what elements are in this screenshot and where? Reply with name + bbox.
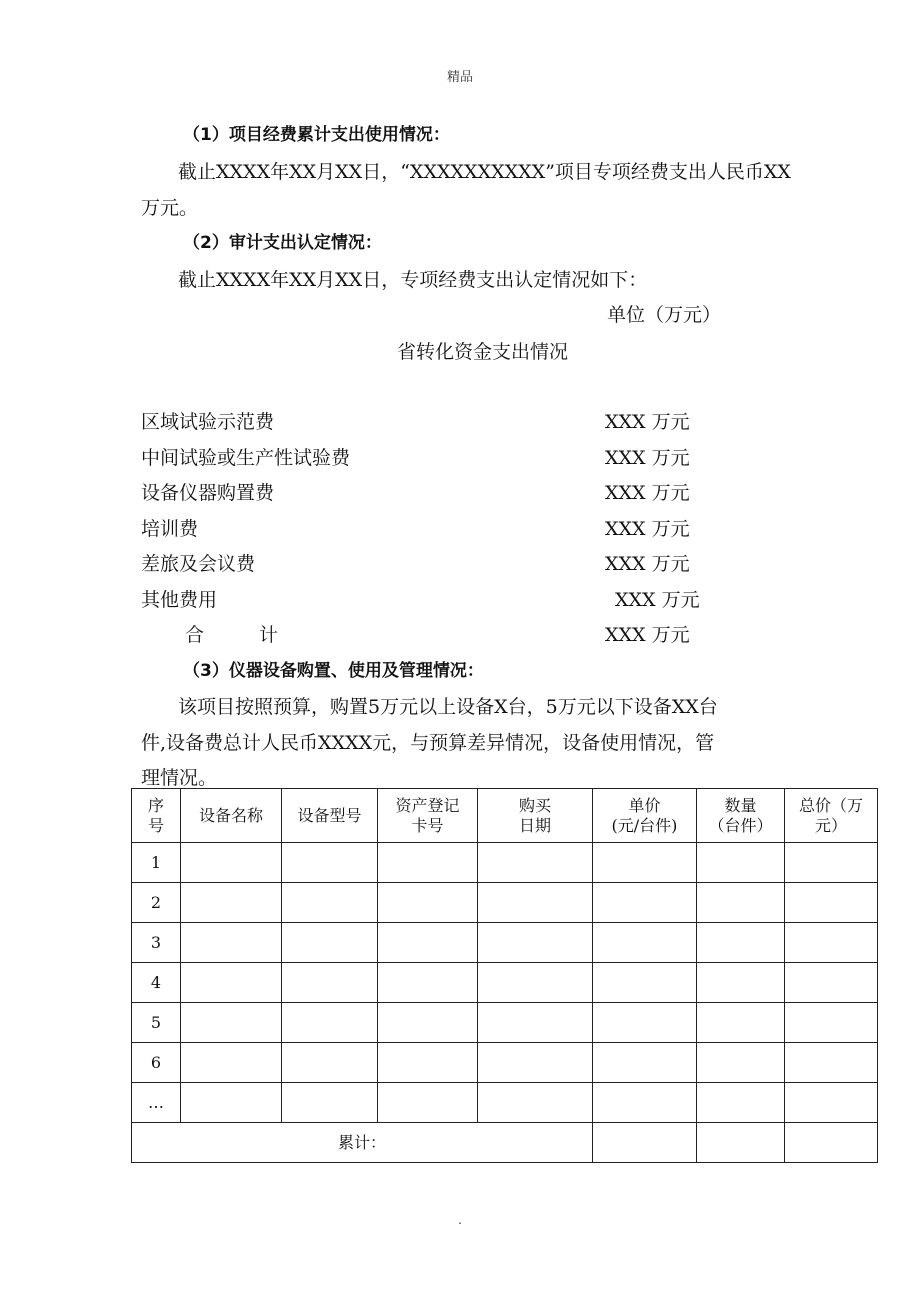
row-index: … — [132, 1083, 181, 1123]
section2-heading: （2）审计支出认定情况： — [183, 233, 382, 253]
expense-label: 其他费用 — [141, 589, 218, 611]
table-row — [132, 923, 878, 963]
table-total-row — [132, 1123, 878, 1163]
row-index: 2 — [132, 883, 181, 923]
section2-line1: 截止XXXX年XX月XX日，专项经费支出认定情况如下： — [178, 269, 648, 291]
col-header-quantity: 数量 （台件） — [697, 789, 785, 843]
expense-label: 差旅及会议费 — [141, 553, 256, 575]
row-index: 4 — [132, 963, 181, 1003]
row-index: 1 — [132, 843, 181, 883]
col-header-asset-card: 资产登记 卡号 — [378, 789, 478, 843]
expense-label: 培训费 — [141, 518, 199, 540]
section3-line2: 件,设备费总计人民币XXXX元，与预算差异情况，设备使用情况，管 — [141, 732, 715, 754]
col-header-unit-price: 单价 (元/台件) — [593, 789, 697, 843]
unit-label: 单位（万元） — [607, 304, 722, 326]
col-header-name: 设备名称 — [181, 789, 282, 843]
expense-value: XXX 万元 — [605, 482, 690, 504]
table-row — [132, 843, 878, 883]
table-row — [132, 1083, 878, 1123]
section1-line2: 万元。 — [141, 197, 199, 219]
expense-value: XXX 万元 — [605, 447, 690, 469]
row-index: 3 — [132, 923, 181, 963]
equipment-table — [131, 788, 878, 1163]
section1-heading: （1）项目经费累计支出使用情况： — [183, 125, 450, 145]
expense-value: XXX 万元 — [605, 411, 690, 433]
table-row — [132, 883, 878, 923]
col-header-index: 序 号 — [132, 789, 181, 843]
total-cell-label: 累计： — [132, 1123, 593, 1163]
col-header-model: 设备型号 — [282, 789, 378, 843]
expense-label: 设备仪器购置费 — [141, 482, 275, 504]
expense-caption: 省转化资金支出情况 — [397, 341, 569, 363]
table-header-row — [132, 789, 878, 843]
section3-line3: 理情况。 — [141, 767, 218, 789]
col-header-purchase-date: 购买 日期 — [478, 789, 593, 843]
expense-label: 中间试验或生产性试验费 — [141, 447, 351, 469]
total-value: XXX 万元 — [605, 624, 690, 646]
page-footer: . — [458, 1213, 462, 1227]
expense-label: 区域试验示范费 — [141, 411, 275, 433]
page-header: 精品 — [446, 70, 473, 85]
row-index: 6 — [132, 1043, 181, 1083]
section3-line1: 该项目按照预算，购置5万元以上设备X台，5万元以下设备XX台 — [178, 696, 718, 718]
col-header-total-price: 总价（万 元） — [785, 789, 878, 843]
expense-value: XXX 万元 — [615, 589, 700, 611]
row-index: 5 — [132, 1003, 181, 1043]
section3-heading: （3）仪器设备购置、使用及管理情况： — [183, 661, 484, 681]
expense-value: XXX 万元 — [605, 553, 690, 575]
table-row — [132, 1043, 878, 1083]
total-label-b: 计 — [259, 624, 279, 646]
section1-line1: 截止XXXX年XX月XX日，“XXXXXXXXXX”项目专项经费支出人民币XX — [178, 161, 791, 183]
table-row — [132, 1003, 878, 1043]
table-row — [132, 963, 878, 1003]
total-label-a: 合 — [185, 624, 205, 646]
expense-value: XXX 万元 — [605, 518, 690, 540]
